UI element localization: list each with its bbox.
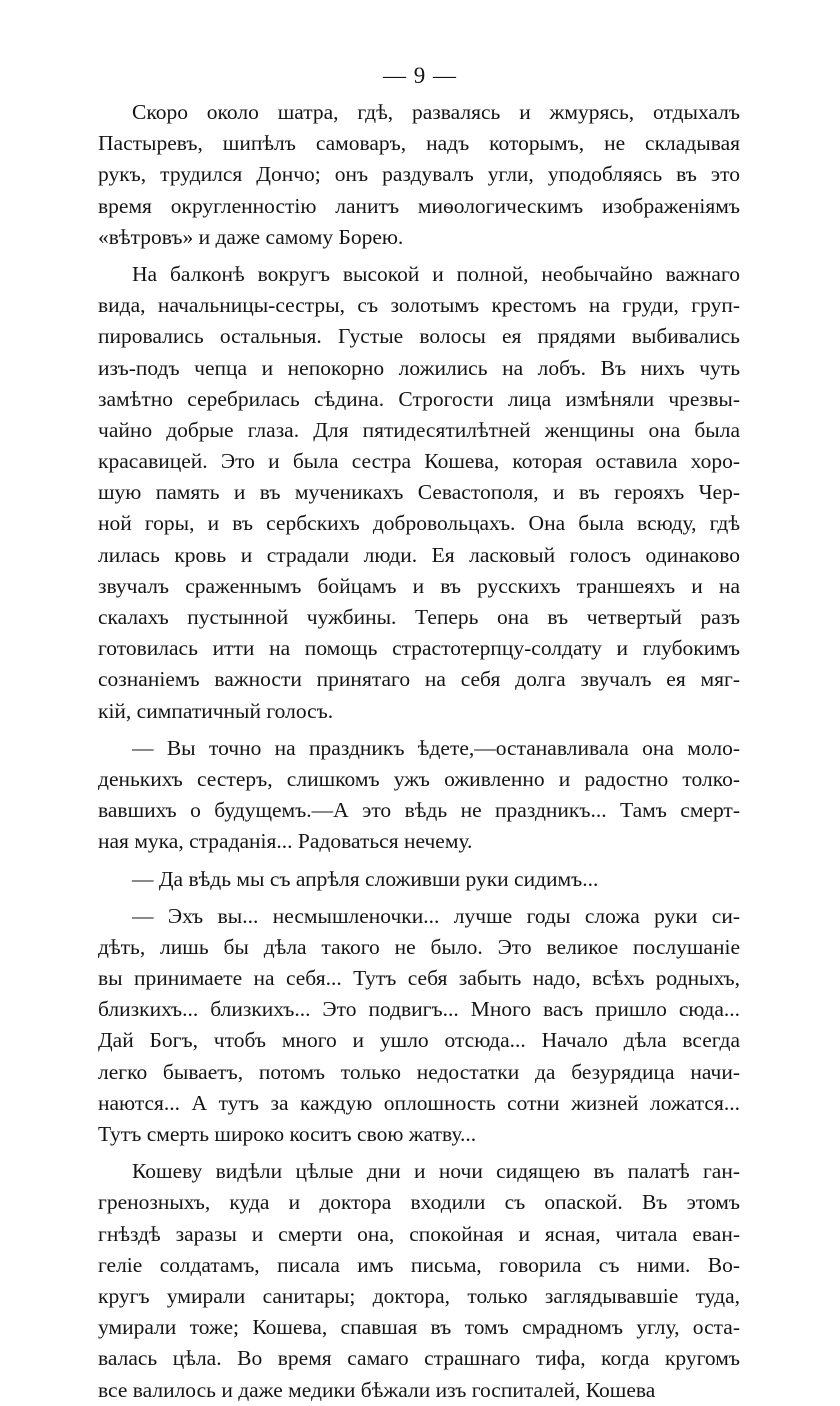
text-line: замѣтно серебрилась сѣдина. Строгости лица измѣняли чрезвы- — [98, 386, 740, 411]
text-line: денькихъ сестеръ, слишкомъ ужъ оживленно и радостно толко- — [98, 766, 740, 791]
text-line: геліе солдатамъ, писала имъ письма, говорила съ ними. Во- — [98, 1252, 740, 1277]
text-line: кій, симпатичный голосъ. — [98, 698, 334, 723]
text-line: Дай Богъ, чтобъ много и ушло отсюда... Начало дѣла всегда — [98, 1028, 740, 1053]
text-line: — Эхъ вы... несмышленочки... лучше годы сложа руки си- — [132, 903, 740, 928]
text-line: ная мука, страданія... Радоваться нечему. — [98, 829, 473, 854]
text-line: Скоро около шатра, гдѣ, развалясь и жмурясь, отдыхалъ — [132, 100, 740, 124]
text-line: валась цѣла. Во время самаго страшнаго тифа, когда кругомъ — [98, 1346, 740, 1371]
text-line: наются... А тутъ за каждую оплошность сотни жизней ложатся... — [98, 1090, 740, 1115]
text-line: — Вы точно на праздникъ ѣдете,—останавливала она моло- — [132, 735, 740, 760]
text-line: готовилась итти на помощь страстотерпцу-солдату и глубокимъ — [98, 636, 740, 661]
text-line: изъ-подъ чепца и непокорно ложились на лобъ. Въ нихъ чуть — [98, 355, 740, 380]
text-line: Тутъ смерть широко коситъ свою жатву... — [98, 1122, 477, 1146]
text-line: вавшихъ о будущемъ.—А это вѣдь не праздникъ... Тамъ смерт- — [98, 798, 740, 823]
text-line: вида, начальницы-сестры, съ золотымъ крестомъ на груди, груп- — [98, 293, 740, 318]
paragraph — [98, 1156, 740, 1406]
text-line: гренозныхъ, куда и доктора входили съ опаской. Въ этомъ — [98, 1190, 740, 1215]
text-line: На балконѣ вокругъ высокой и полной, необычайно важнаго — [132, 261, 740, 286]
paragraph — [98, 97, 740, 253]
body-text — [98, 97, 740, 1406]
paragraph — [98, 733, 740, 858]
page-number: — 9 — — [383, 63, 457, 88]
text-line: шую память и въ мученикахъ Севастополя, и въ герояхъ Чер- — [98, 480, 740, 505]
text-line: умирали тоже; Кошева, спавшая въ томъ смрадномъ углу, оста- — [98, 1315, 740, 1340]
text-line: Пастыревъ, шипѣлъ самоваръ, надъ которымъ, не складывая — [98, 131, 740, 156]
text-line: лилась кровь и страдали люди. Ея ласковый голосъ одинаково — [98, 542, 740, 567]
text-line: скалахъ пустынной чужбины. Теперь она въ четвертый разъ — [98, 605, 740, 629]
text-line: чайно добрые глаза. Для пятидесятилѣтней женщины она была — [98, 417, 740, 442]
text-line: Кошеву видѣли цѣлые дни и ночи сидящею въ палатѣ ган- — [132, 1159, 740, 1184]
paragraph — [98, 259, 740, 727]
text-line: дѣть, лишь бы дѣла такого не было. Это великое послушаніе — [98, 934, 740, 959]
text-line: время округленностію ланитъ миѳологическимъ изображеніямъ — [98, 193, 740, 218]
text-line: красавицей. Это и была сестра Кошева, которая оставила хоро- — [98, 449, 740, 474]
text-line: ной горы, и въ сербскихъ добровольцахъ. Она была всюду, гдѣ — [98, 511, 740, 536]
text-line: легко бываетъ, потомъ только недостатки да безурядица начи- — [98, 1059, 740, 1084]
text-line: — Да вѣдь мы съ апрѣля сложивши руки сидимъ... — [132, 866, 599, 891]
text-line: рукъ, трудился Дончо; онъ раздувалъ угли, уподобляясь въ это — [98, 162, 740, 187]
text-line: близкихъ... близкихъ... Это подвигъ... Много васъ пришло сюда... — [98, 997, 740, 1022]
paragraph — [98, 901, 740, 1151]
text-line: сознаніемъ важности принятаго на себя долга звучалъ ея мяг- — [98, 667, 740, 692]
text-line: «вѣтровъ» и даже самому Борею. — [98, 224, 404, 249]
text-line: все валилось и даже медики бѣжали изъ госпиталей, Кошева — [98, 1377, 656, 1402]
text-line: пировались остальныя. Густые волосы ея прядями выбивались — [98, 324, 740, 349]
paragraph — [98, 864, 740, 895]
text-line: кругъ умирали санитары; доктора, только заглядывавшіе туда, — [98, 1283, 740, 1308]
text-line: гнѣздѣ заразы и смерти она, спокойная и ясная, читала еван- — [98, 1221, 740, 1246]
text-line: вы принимаете на себя... Тутъ себя забыть надо, всѣхъ родныхъ, — [98, 966, 740, 991]
text-line: звучалъ сраженнымъ бойцамъ и въ русскихъ траншеяхъ и на — [98, 573, 740, 598]
